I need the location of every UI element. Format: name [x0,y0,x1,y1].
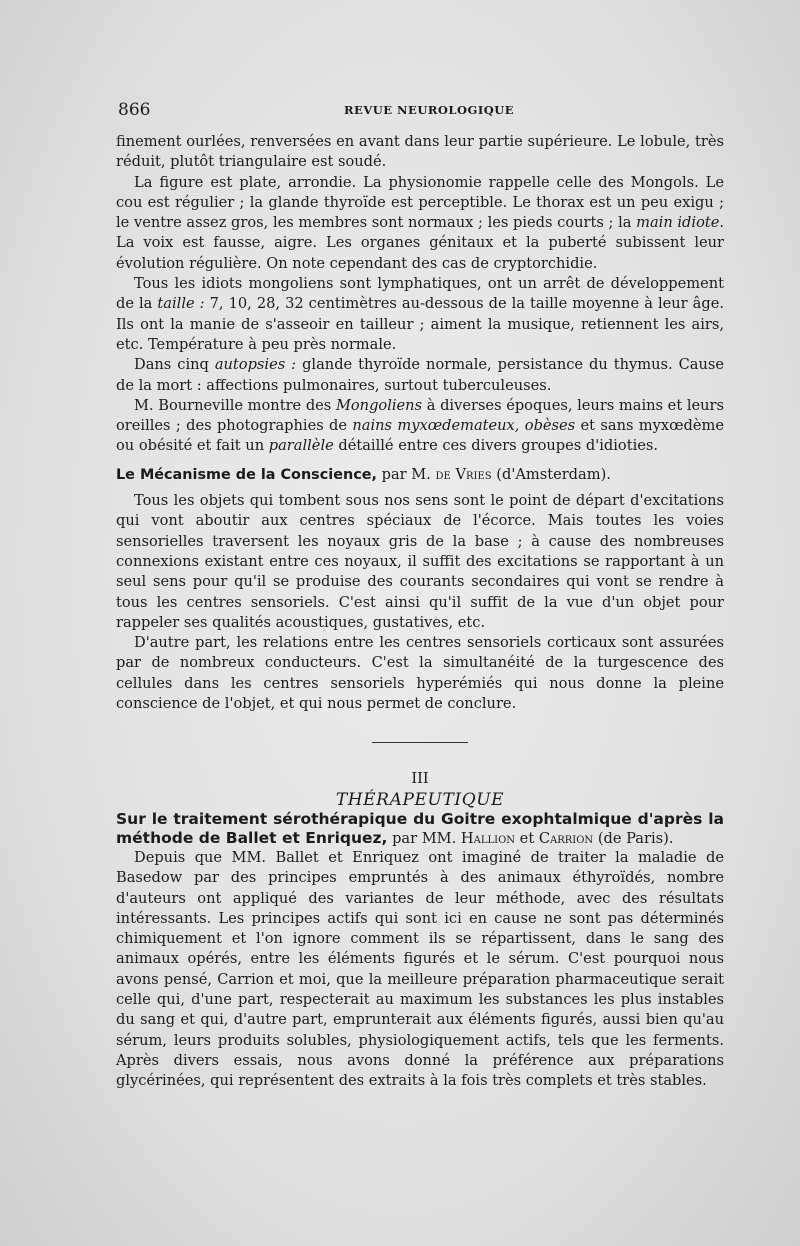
article-heading-goitre: Sur le traitement sérothérapique du Goitre exophtalmique d'après la méthode de Ballet et Enriquez, par MM. Hallion et Carrion (de Paris). [116,809,724,847]
running-title: REVUE NEUROLOGIQUE [344,103,515,117]
article-title: Sur le traitement sérothérapique du Goitre exophtalmique d'après la méthode de Ballet et Enriquez, [116,809,724,847]
page-header [118,100,723,122]
section-title: THÉRAPEUTIQUE [335,789,505,810]
paragraph-physiognomy: La figure est plate, arrondie. La physionomie rappelle celle des Mongols. Le cou est régulier ; la glande thyroïde est perceptible. Le thorax est un peu exigu ; le ventre assez gros, les membres sont normaux ; les pieds courts ; la main idiote. La voix est fausse, aigre. Les organes génitaux et la puberté subissent leur évolution régulière. On note cependant des cas de cryptorchidie. [116,173,724,272]
section-divider [372,742,468,743]
paragraph-lymphatic: Tous les idiots mongoliens sont lymphatiques, ont un arrêt de développement de la taille : 7, 10, 28, 32 centimètres au-dessous de la taille moyenne à leur âge. Ils ont la manie de s'asseoir en tailleur ; aiment la musique, retiennent les airs, etc. Température à peu près normale. [116,275,724,353]
paragraph-conscience-1: Tous les objets qui tombent sous nos sens sont le point de départ d'excitations qui vont aboutir aux centres spéciaux de l'écorce. Mais toutes les voies sensorielles traversent les noyaux gris de la base ; à cause des nombreuses connexions existant entre ces noyaux, il suffit des excitations se rapportant à un seul sens pour qu'il se produise des courants secondaires qui vont se rendre à tous les centres sensoriels. C'est ainsi qu'il suffit de la vue d'un objet pour rappeler ses qualités acoustiques, gustatives, etc. [116,492,724,631]
paragraph-autopsies: Dans cinq autopsies : glande thyroïde normale, persistance du thymus. Cause de la mort : affections pulmonaires, surtout tuberculeuses. [116,356,724,394]
article-author: de Vries [435,465,492,483]
page-number: 866 [118,100,151,120]
article-heading-conscience: Le Mécanisme de la Conscience, par M. de Vries (d'Amsterdam). [116,465,611,483]
article-title: Le Mécanisme de la Conscience, [116,466,377,483]
paragraph-bourneville: M. Bourneville montre des Mongoliens à diverses époques, leurs mains et leurs oreilles ; des photographies de nains myxœdemateux, obèses et sans myxœdème ou obésité et fait un parallèle détaillé entre ces divers groupes d'idioties. [116,396,725,455]
page-body [116,132,724,1091]
article-author: Carrion [538,829,594,847]
article-author: Hallion [460,829,516,847]
paragraph-goitre-1: Depuis que MM. Ballet et Enriquez ont imaginé de traiter la maladie de Basedow par des principes empruntés à des animaux éthyroïdés, nombre d'auteurs ont appliqué des variantes de leur méthode, avec des résultats intéressants. Les principes actifs qui sont ici en cause ne sont pas déterminés chimiquement et l'on ignore comment ils se répartissent, dans le sang des animaux opérés, entre les éléments figurés et le sérum. C'est pourquoi nous avons pensé, Carrion et moi, que la meilleure préparation pharmaceutique serait celle qui, d'une part, respecterait au maximum les substances les plus instables du sang et qui, d'autre part, emprunterait aux éléments figurés, aussi bien qu'au sérum, leurs produits solubles, physiologiquement actifs, tels que les ferments. Après divers essais, nous avons donné la préférence aux préparations glycérinées, qui représentent des extraits à la fois très complets et très stables. [116,848,724,1090]
paragraph-continuation: finement ourlées, renversées en avant dans leur partie supérieure. Le lobule, très réduit, plutôt triangulaire est soudé. [116,133,724,171]
section-numeral: III [411,770,429,788]
paragraph-conscience-2: D'autre part, les relations entre les centres sensoriels corticaux sont assurées par de nombreux conducteurs. C'est la simultanéité de la turgescence des cellules dans les centres sensoriels hyperémiés qui nous donne la pleine conscience de l'objet, et qui nous permet de conclure. [116,634,724,713]
